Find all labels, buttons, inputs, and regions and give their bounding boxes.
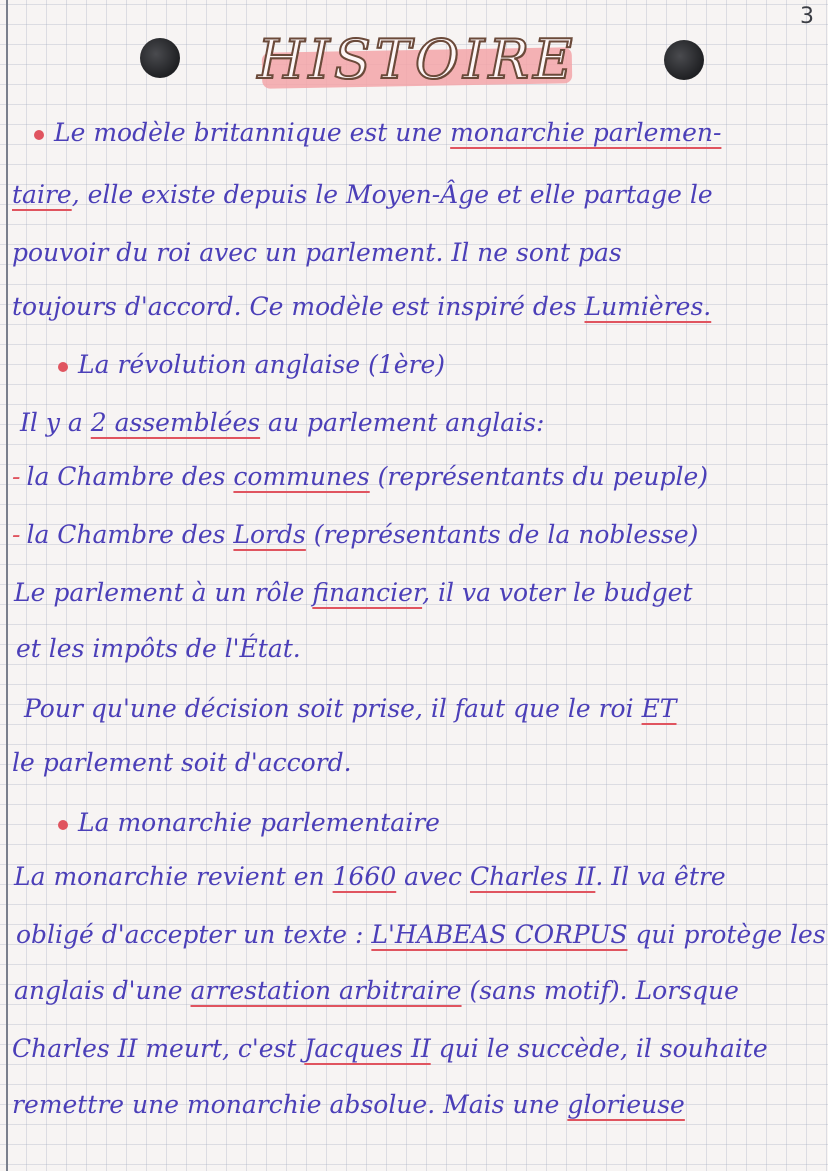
note-line	[0, 748, 828, 777]
note-line	[0, 292, 828, 321]
binder-hole-right	[664, 40, 704, 80]
note-line	[0, 462, 828, 491]
note-line	[0, 350, 828, 379]
underlined-term: Jacques II	[304, 1034, 431, 1063]
note-line	[0, 634, 828, 663]
note-line	[0, 180, 828, 209]
underlined-term: 1660	[332, 862, 397, 891]
text-segment: , il va voter le budget	[422, 578, 693, 607]
bullet-dot-icon	[58, 820, 68, 830]
underlined-term: taire	[12, 180, 72, 209]
text-segment: et les impôts de l'État.	[16, 634, 301, 663]
text-segment: avec	[396, 862, 470, 891]
note-line	[0, 520, 828, 549]
text-segment: Le modèle britannique est une	[54, 118, 451, 147]
note-line	[0, 862, 828, 891]
note-line	[0, 408, 828, 437]
underlined-term: Charles II	[469, 862, 596, 891]
text-segment: La monarchie revient en	[14, 862, 333, 891]
binder-hole-left	[140, 38, 180, 78]
text-segment: La monarchie parlementaire	[78, 808, 440, 837]
note-line	[0, 808, 828, 837]
text-segment: obligé d'accepter un texte :	[16, 920, 372, 949]
text-segment: La révolution anglaise (1ère)	[78, 350, 446, 379]
underlined-term: glorieuse	[567, 1090, 685, 1119]
text-segment: qui le succède, il souhaite	[430, 1034, 768, 1063]
underlined-term: Lords	[233, 520, 306, 549]
text-segment: la Chambre des	[26, 462, 234, 491]
text-segment: (sans motif). Lorsque	[461, 976, 739, 1005]
underlined-term: L'HABEAS CORPUS	[371, 920, 628, 949]
text-segment: Le parlement à un rôle	[14, 578, 313, 607]
text-segment: remettre une monarchie absolue. Mais une	[12, 1090, 568, 1119]
bullet-dot-icon	[34, 130, 44, 140]
text-segment: (représentants de la noblesse)	[305, 520, 699, 549]
underlined-term: monarchie parlemen-	[450, 118, 722, 147]
text-segment: Pour qu'une décision soit prise, il faut que le roi	[24, 694, 642, 723]
text-segment: anglais d'une	[14, 976, 191, 1005]
note-line	[0, 694, 828, 723]
text-segment: pouvoir du roi avec un parlement. Il ne sont pas	[12, 238, 622, 267]
text-segment: toujours d'accord. Ce modèle est inspiré des	[12, 292, 585, 321]
text-segment: le parlement soit d'accord.	[12, 748, 352, 777]
text-segment: Il y a	[20, 408, 91, 437]
text-segment: Charles II meurt, c'est	[12, 1034, 305, 1063]
text-segment: , elle existe depuis le Moyen-Âge et elle partage le	[71, 180, 713, 209]
text-segment: qui protège les	[627, 920, 826, 949]
text-segment: la Chambre des	[26, 520, 234, 549]
note-line	[0, 976, 828, 1005]
title-block	[252, 22, 582, 96]
underlined-term: 2 assemblées	[90, 408, 261, 437]
bullet-dot-icon	[58, 362, 68, 372]
note-line	[0, 578, 828, 607]
note-line	[0, 920, 828, 949]
list-dash: -	[12, 462, 21, 491]
text-segment: (représentants du peuple)	[369, 462, 709, 491]
note-line	[0, 238, 828, 267]
page-number: 3	[800, 4, 814, 29]
text-segment: au parlement anglais:	[260, 408, 545, 437]
underlined-term: ET	[641, 694, 677, 723]
list-dash: -	[12, 520, 21, 549]
text-segment: . Il va être	[595, 862, 726, 891]
underlined-term: Lumières.	[584, 292, 712, 321]
underlined-term: financier	[312, 578, 423, 607]
page-title: HISTOIRE	[257, 28, 577, 91]
underlined-term: arrestation arbitraire	[190, 976, 462, 1005]
note-line	[0, 118, 828, 147]
note-line	[0, 1090, 828, 1119]
note-line	[0, 1034, 828, 1063]
underlined-term: communes	[233, 462, 370, 491]
